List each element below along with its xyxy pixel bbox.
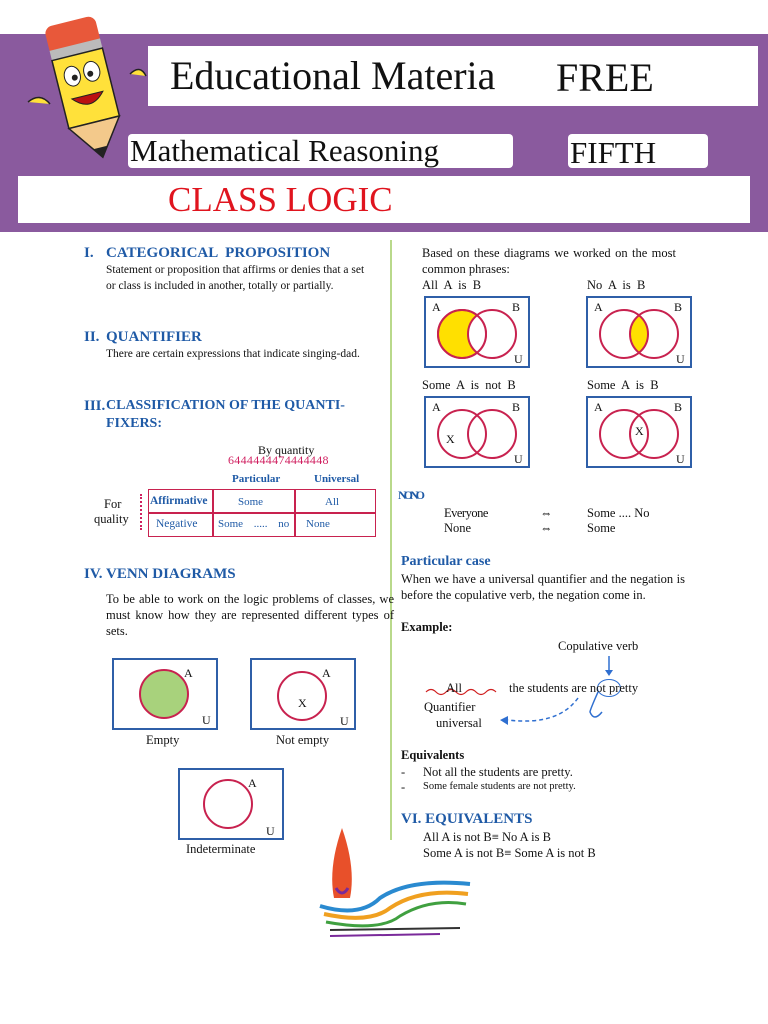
negation-mark: NO NO [398, 488, 422, 502]
venn-label-u: U [340, 714, 349, 728]
venn-all-a-is-b [424, 296, 530, 368]
venn-some-a-is-b [586, 396, 692, 468]
row-affirmative: Affirmative [150, 495, 208, 507]
venn-label-x: X [446, 432, 455, 446]
venn-label-u: U [676, 352, 685, 366]
caption-not-empty: Not empty [276, 733, 330, 747]
row-negative: Negative [156, 518, 198, 530]
equiv-2: Some female students are not pretty. [423, 781, 576, 792]
example-label: Example: [401, 620, 453, 634]
quantifier-label-cont: universal [436, 716, 482, 730]
venn-label-x: X [635, 424, 644, 438]
caption-indeterminate: Indeterminate [186, 842, 256, 856]
example-all: All [446, 681, 462, 695]
cell-none: None [306, 518, 330, 530]
cell-some-no: Some ..... no [218, 518, 290, 530]
brace-marker: 6444444474444448 [228, 453, 329, 467]
pencil-mascot-icon [18, 10, 148, 160]
table-col-line-2 [294, 489, 296, 537]
venn-label-a: A [594, 400, 603, 414]
section-1-title: CATEGORICAL PROPOSITION [106, 245, 331, 261]
copulative-verb-label: Copulative verb [558, 639, 639, 653]
example-sentence: the students are not pretty [509, 681, 639, 695]
equivalents-title: Equivalents [401, 748, 465, 762]
section-4-number: IV. [84, 566, 103, 582]
header-grade: FIFTH [570, 135, 657, 170]
section-6-title: VI. EQUIVALENTS [401, 811, 533, 827]
section-2-text: There are certain expressions that indicate singing-dad. [106, 348, 360, 360]
venn-not-empty [250, 658, 356, 730]
venn-indeterminate [178, 768, 284, 840]
section-3-title: CLASSIFICATION OF THE QUANTI- [106, 398, 345, 413]
for-quality-label-cont: quality [94, 512, 129, 526]
table-col-line-1 [212, 489, 214, 537]
section-2-title: QUANTIFIER [106, 329, 202, 345]
section-4-text: To be able to work on the logic problems of classes, we must know how they are represented different types of sets. [106, 592, 394, 638]
header-title: Educational Materia [170, 53, 496, 98]
neg-everyone: Everyone [444, 506, 488, 520]
column-divider [390, 240, 392, 840]
header-topic: CLASS LOGIC [168, 180, 393, 219]
venn-label-u: U [514, 452, 523, 466]
venn-label-u: U [266, 824, 275, 838]
venn-label-x: X [298, 696, 307, 710]
section-1-number: I. [84, 245, 94, 261]
section-4-title: VENN DIAGRAMS [106, 566, 236, 582]
header-subject: Mathematical Reasoning [130, 133, 440, 168]
decorative-swirl-icon [320, 828, 470, 943]
by-quantity-label: By quantity [258, 443, 315, 457]
venn-label-b: B [674, 300, 683, 314]
particular-case-text: When we have a universal quantifier and the negation is before the copulative verb, the negation come in. [401, 572, 685, 602]
venn-label-b: B [512, 300, 521, 314]
neg-arrow-1: ⇔ [540, 506, 553, 520]
venn-label-a: A [432, 300, 441, 314]
col-universal: Universal [314, 473, 360, 485]
cell-some: Some [238, 496, 264, 508]
section-2-number: II. [84, 329, 100, 345]
venn-label-a: A [432, 400, 441, 414]
particular-case-title: Particular case [401, 554, 491, 569]
venn-label-a: A [248, 776, 257, 790]
label-some-a-is-not-b: Some A is not B [422, 378, 516, 392]
table-row-line [148, 512, 376, 514]
equivalence-1: All A is not B≡ No A is B [423, 830, 551, 844]
quality-brace [140, 494, 146, 530]
label-all-a-is-b: All A is B [422, 278, 482, 292]
label-some-a-is-b: Some A is B [587, 378, 659, 392]
neg-some: Some [587, 521, 616, 535]
right-intro: Based on these diagrams we worked on the most common phrases: [422, 246, 676, 276]
equiv-dash-1: - [401, 765, 406, 779]
equiv-dash-2: - [401, 780, 406, 794]
quantifier-label: Quantifier [424, 700, 476, 714]
venn-label-a: A [322, 666, 331, 680]
venn-label-u: U [676, 452, 685, 466]
neg-some-no: Some .... No [587, 506, 650, 520]
section-3-number: III. [84, 398, 106, 414]
venn-label-u: U [514, 352, 523, 366]
venn-label-a: A [184, 666, 193, 680]
neg-none: None [444, 521, 472, 535]
label-no-a-is-b: No A is B [587, 278, 646, 292]
section-1-text: Statement or proposition that affirms or denies that a set or class is included in another, totally or partially. [106, 264, 365, 292]
header-free: FREE [556, 55, 654, 100]
caption-empty: Empty [146, 733, 180, 747]
venn-empty [112, 658, 218, 730]
venn-no-a-is-b [586, 296, 692, 368]
venn-label-b: B [674, 400, 683, 414]
venn-label-a: A [594, 300, 603, 314]
venn-some-a-is-not-b [424, 396, 530, 468]
col-particular: Particular [232, 473, 281, 485]
venn-label-u: U [202, 713, 211, 727]
section-3-title-cont: FIXERS: [106, 416, 163, 431]
cell-all: All [325, 496, 340, 508]
equivalence-2: Some A is not B≡ Some A is not B [423, 846, 596, 860]
equiv-1: Not all the students are pretty. [423, 765, 573, 779]
neg-arrow-2: ⇔ [540, 521, 553, 535]
venn-label-b: B [512, 400, 521, 414]
for-quality-label: For [104, 497, 122, 511]
